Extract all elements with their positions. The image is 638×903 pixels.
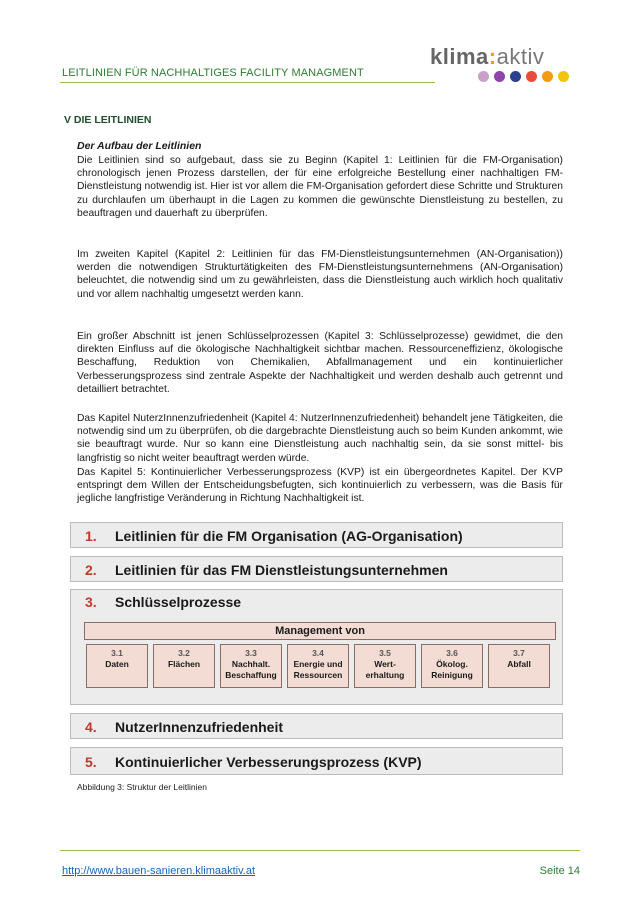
logo-dot xyxy=(494,71,505,82)
logo-text xyxy=(430,44,590,70)
subprocess-box xyxy=(86,644,148,688)
subprocess-label: Daten xyxy=(105,659,129,669)
page-number: Seite 14 xyxy=(539,865,580,877)
subprocess-number: 3.2 xyxy=(178,648,190,658)
logo-text-right: aktiv xyxy=(496,44,545,69)
paragraph: Das Kapitel 5: Kontinuierlicher Verbesserungsprozess (KVP) ist ein übergeordnetes Kapitel. Der KVP entspringt dem Willen der Entscheidungsbefugten, sich kontinuierlich zu verbessern, was die Basis für jegliche langfristige Veränderung in Richtung Nachhaltigkeit ist. xyxy=(77,467,563,505)
subprocess-box xyxy=(421,644,483,688)
section-label: Leitlinien für die FM Organisation (AG-Organisation) xyxy=(115,528,463,544)
subprocess-label: Ökolog. Reinigung xyxy=(431,659,473,680)
section-label: Leitlinien für das FM Dienstleistungsunternehmen xyxy=(115,562,448,578)
logo-dot xyxy=(542,71,553,82)
logo-dot xyxy=(478,71,489,82)
logo-text-separator: : xyxy=(488,44,497,69)
header-divider xyxy=(60,82,435,83)
subprocess-label: Energie und Ressourcen xyxy=(293,659,343,680)
logo-dot xyxy=(526,71,537,82)
subprocess-box xyxy=(220,644,282,688)
section-label: NutzerInnenzufriedenheit xyxy=(115,719,284,735)
paragraph: Die Leitlinien sind so aufgebaut, dass sie zu Beginn (Kapitel 1: Leitlinien für die FM-Organisation) chronologisch jenen Prozess darstellen, der für eine erfolgreiche Bestellung einer nachhaltigen FM-Dienstleistung notwendig ist. Hier ist vor allem die FM-Organisation gefordert diese Schritte und Strukturen zu durchlaufen um überhaupt in die Lagen zu kommen die gewünschte Dienstleistung zu bestellen, zu beauftragen und dauerhaft zu überprüfen. xyxy=(77,155,563,219)
subprocess-box xyxy=(153,644,215,688)
section-subheading: Der Aufbau der Leitlinien xyxy=(77,140,202,152)
section-number: 1. xyxy=(85,528,97,544)
subprocess-number: 3.7 xyxy=(513,648,525,658)
structure-box-5 xyxy=(70,747,563,775)
subprocess-number: 3.3 xyxy=(245,648,257,658)
management-bar: Management von xyxy=(84,622,556,640)
logo-text-left: klima xyxy=(430,44,489,69)
paragraph: Im zweiten Kapitel (Kapitel 2: Leitlinien für das FM-Dienstleistungsunternehmen (AN-Organisation)) werden die notwendigen Strukturtätigkeiten des FM-Dienstleistungsunternehmens (AN-Organisation) beleuchtet, die notwendig sind um zu gewährleisten, dass die Dienstleistung auch wirklich hoch qualitativ und vor allem nachhaltig umgesetzt werden kann. xyxy=(77,249,563,300)
paragraph: Ein großer Abschnitt ist jenen Schlüsselprozessen (Kapitel 3: Schlüsselprozesse) gewidmet, die den direkten Einfluss auf die ökologische Nachhaltigkeit sichtbar machen. Ressourceneffizienz, ökologische Beschaffung, Reduktion von Chemikalien, Abfallmanagement und ein kontinuierlicher Verbesserungsprozess sind zentrale Aspekte der Nachhaltigkeit und werden deshalb auch getrennt und detailliert betrachtet. xyxy=(77,331,563,395)
subprocess-label: Flächen xyxy=(167,659,201,669)
section-number: 5. xyxy=(85,754,97,770)
subprocess-box xyxy=(287,644,349,688)
paragraph: Das Kapitel NuterzInnenzufriedenheit (Kapitel 4: NutzerInnenzufriedenheit) behandelt jene Tätigkeiten, die notwendig sind um zu überprüfen, ob die dargebrachte Dienstleistung auch so beim Kunden ankommt, wie sie beauftragt wurde. Nur so kann eine Dienstleistung auch nachhaltig sein, da sie sonst mittel- bis langfristig so nicht weiter beauftragt werden würde. xyxy=(77,413,563,464)
subprocess-label: Abfall xyxy=(507,659,531,669)
section-number: 3. xyxy=(85,594,97,610)
header-title: LEITLINIEN FÜR NACHHALTIGES FACILITY MANAGMENT xyxy=(62,67,364,79)
structure-box-2 xyxy=(70,556,563,582)
section-number: 4. xyxy=(85,719,97,735)
structure-box-4 xyxy=(70,713,563,739)
logo-dot xyxy=(510,71,521,82)
footer-divider xyxy=(60,850,580,851)
section-number: 2. xyxy=(85,562,97,578)
logo-dot xyxy=(558,71,569,82)
subprocess-number: 3.6 xyxy=(446,648,458,658)
subprocess-number: 3.4 xyxy=(312,648,324,658)
chapter-heading: V DIE LEITLINIEN xyxy=(64,114,152,126)
subprocess-label: Nachhalt. Beschaffung xyxy=(225,659,277,680)
figure-caption: Abbildung 3: Struktur der Leitlinien xyxy=(77,782,207,792)
klimaaktiv-logo xyxy=(430,44,590,84)
subprocess-label: Wert-erhaltung xyxy=(365,659,405,680)
section-label: Kontinuierlicher Verbesserungsprozess (KVP) xyxy=(115,754,422,770)
subprocess-number: 3.1 xyxy=(111,648,123,658)
subprocess-number: 3.5 xyxy=(379,648,391,658)
subprocess-box xyxy=(488,644,550,688)
structure-box-1 xyxy=(70,522,563,548)
footer-link[interactable]: http://www.bauen-sanieren.klimaaktiv.at xyxy=(62,865,255,877)
section-label: Schlüsselprozesse xyxy=(115,594,242,610)
subprocess-box xyxy=(354,644,416,688)
